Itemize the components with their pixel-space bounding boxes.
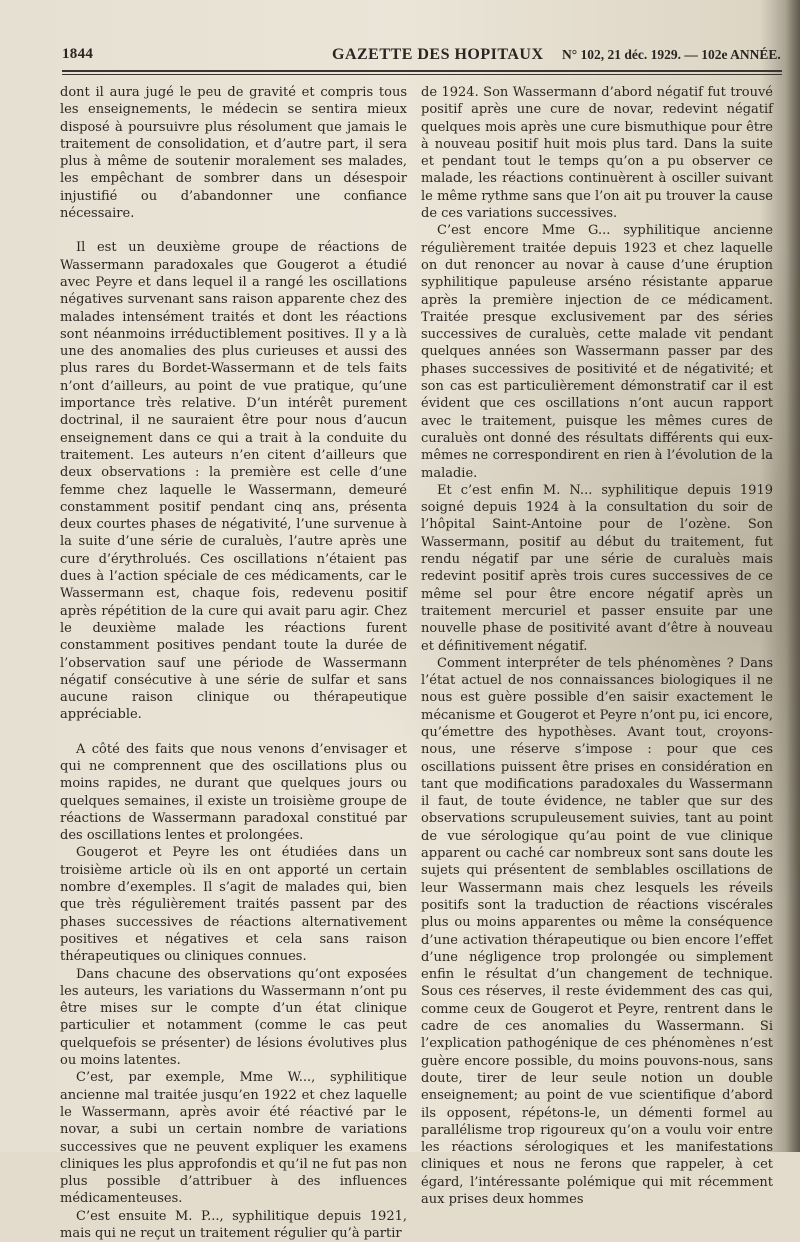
left-column xyxy=(60,84,407,1241)
paragraph: Gougerot et Peyre les ont étudiées dans un troisième article où ils en ont apporté un certain nombre d’exemples. Il s’agit de malades qui, bien que très régulièrement traités passent par des phases successives de réactions alternativement positives et négatives et cela sans raison thérapeutiques ou cliniques connues. xyxy=(60,845,407,965)
paragraph: C’est encore Mme G... syphilitique ancienne régulièrement traitée depuis 1923 et chez laquelle on dut renoncer au novar à cause d’une éruption syphilitique papuleuse arséno résistante apparue après la première injection de ce médicament. Traitée presque exclusivement par des séries successives de curaluès, cette malade vit pendant quelques années son Wassermann passer par des phases successives de positivité et de négativité; et son cas est particulièrement démonstratif car il est évident que ces oscillations n’ont aucun rapport avec le traitement, puisque les mêmes cures de curaluès ont donné des résultats différents qui eux-mêmes ne correspondirent en rien à l’évolution de la maladie. xyxy=(421,223,773,481)
paragraph: Et c’est enfin M. N... syphilitique depuis 1919 soigné depuis 1924 à la consultation du soir de l’hôpital Saint-Antoine pour de l’ozène. Son Wassermann, positif au début du traitement, fut rendu négatif par une série de curaluès mais redevint positif après trois cures successives de ce même sel pour être encore négatif après un traitement mercuriel et passer ensuite par une nouvelle phase de positivité avant d’être à nouveau et définitivement négatif. xyxy=(421,482,773,654)
header-rule-thin xyxy=(62,74,782,75)
header-rule-thick xyxy=(62,70,782,72)
journal-title: GAZETTE DES HOPITAUX xyxy=(332,46,544,63)
paragraph: dont il aura jugé le peu de gravité et compris tous les enseignements, le médecin se sentira mieux disposé à poursuivre plus résolument que jamais le traitement de consolidation, et d’autre part, il sera plus à même de soutenir moralement ses malades, les empêchant de sombrer dans un désespoir injustifié ou d’abandonner une confiance nécessaire. xyxy=(60,85,407,222)
paragraph: C’est, par exemple, Mme W..., syphilitique ancienne mal traitée jusqu’en 1922 et chez laquelle le Wassermann, après avoir été réactivé par le novar, a subi un certain nombre de variations successives que ne peuvent expliquer les examens cliniques les plus approfondis et qu’il ne fut pas non plus possible d’attribuer à des influences médicamenteuses. xyxy=(60,1070,407,1207)
paragraph: A côté des faits que nous venons d’envisager et qui ne comprennent que des oscillations plus ou moins rapides, ne durant que quelques jours ou quelques semaines, il existe un troisième groupe de réactions de Wassermann paradoxal constitué par des oscillations lentes et prolongées. xyxy=(60,741,407,844)
page-number: 1844 xyxy=(62,46,94,62)
right-column xyxy=(421,84,773,1207)
paragraph: C’est ensuite M. P..., syphilitique depuis 1921, mais qui ne reçut un traitement régulier qu’à partir xyxy=(60,1208,407,1241)
paragraph: Dans chacune des observations qu’ont exposées les auteurs, les variations du Wassermann n’ont pu être mises sur le compte d’un état clinique particulier et notamment (comme le cas peut quelquefois se présenter) de lésions évolutives plus ou moins latentes. xyxy=(60,966,407,1069)
issue-info: N° 102, 21 déc. 1929. — 102e ANNÉE. xyxy=(562,47,781,62)
paragraph: Comment interpréter de tels phénomènes ? Dans l’état actuel de nos connaissances biologiques il ne nous est guère possible d’en saisir exactement le mécanisme et Gougerot et Peyre n’ont pu, ici encore, qu’émettre des hypothèses. Avant tout, croyons-nous, une réserve s’impose : pour que ces oscillations puissent être prises en considération en tant que modifications paradoxales du Wassermann il faut, de toute évidence, ne tabler que sur des observations scrupuleusement suivies, tant au point de vue sérologique qu’au point de vue clinique apparent ou caché car nombreux sont sans doute les sujets qui présentent de semblables oscillations de leur Wassermann mais chez lesquels les réveils positifs sont la traduction de réactions viscérales plus ou moins apparentes ou même la conséquence d’une activation thérapeutique ou bien encore l’effet d’une négligence trop prolongée ou simplement enfin le résultat d’un changement de technique. Sous ces réserves, il reste évidemment des cas qui, comme ceux de Gougerot et Peyre, rentrent dans le cadre de ces anomalies du Wassermann. Si l’explication pathogénique de ces phénomènes n’est guère encore possible, du moins pouvons-nous, sans doute, tirer de leur seule notion un double enseignement; au point de vue scientifique d’abord ils opposent, répétons-le, un démenti formel au parallélisme trop rigoureux qu’on a voulu voir entre les réactions sérologiques et les manifestations cliniques et nous ne ferons que rappeler, à cet égard, l’intéressante polémique qui mit récemment aux prises deux hommes xyxy=(421,655,773,1207)
page-edge-shadow xyxy=(786,0,800,1152)
page-header xyxy=(62,46,782,68)
paragraph: Il est un deuxième groupe de réactions de Wassermann paradoxales que Gougerot a étudié avec Peyre et dans lequel il a rangé les oscillations négatives survenant sans raison apparente chez des malades intensément traités et dont les réactions sont néanmoins irréductiblement positives. Il y a là une des anomalies des plus curieuses et aussi des plus rares du Bordet-Wassermann et de tels faits n’ont d’ailleurs, au point de vue pratique, qu’une importance très relative. D’un intérêt purement doctrinal, il ne sauraient être pour nous d’aucun enseignement dans ce qui a trait à la conduite du traitement. Les auteurs n’en citent d’ailleurs que deux observations : la première est celle d’une femme chez laquelle le Wassermann, demeuré constamment positif pendant cinq ans, présenta deux courtes phases de négativité, l’une survenue à la suite d’une série de curaluès, l’autre après une cure d’érythrolués. Ces oscillations n’étaient pas dues à l’action spéciale de ces médicaments, car le Wassermann est, chaque fois, redevenu positif après répétition de la cure qui avait paru agir. Chez le deuxième malade les réactions furent constamment positives pendant toute la durée de l’observation sauf une période de Wassermann négatif consécutive à une série de sulfar et sans aucune raison clinique ou thérapeutique appréciable. xyxy=(60,240,407,723)
paragraph: de 1924. Son Wassermann d’abord négatif fut trouvé positif après une cure de novar, redevint négatif quelques mois après une cure bismuthique pour être à nouveau positif huit mois plus tard. Dans la suite et pendant tout le temps qu’on a pu observer ce malade, les réactions continuèrent à osciller suivant le même rythme sans que l’on ait pu trouver la cause de ces variations successives. xyxy=(421,85,773,222)
